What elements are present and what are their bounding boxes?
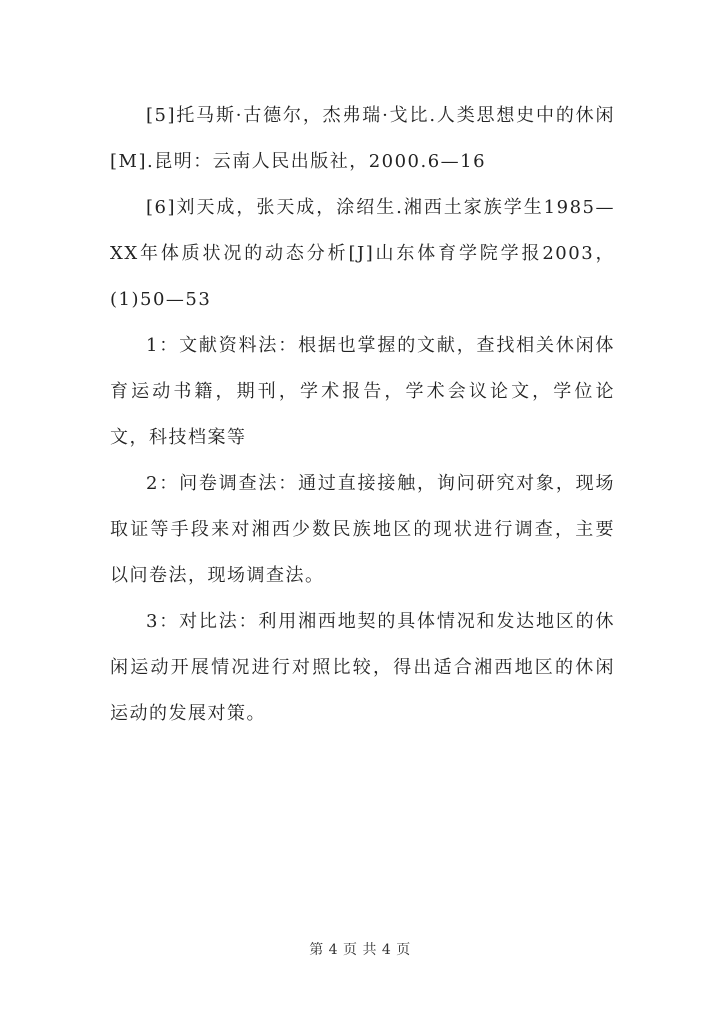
method-questionnaire: 2：问卷调查法：通过直接接触，询问研究对象，现场取证等手段来对湘西少数民族地区的现状进行调查，主要以问卷法，现场调查法。 [110,473,615,586]
method-comparison: 3：对比法：利用湘西地契的具体情况和发达地区的休闲运动开展情况进行对照比较，得出适合湘西地区的休闲运动的发展对策。 [110,611,615,724]
reference-6: [6]刘天成，张天成，涂绍生.湘西土家族学生1985—XX年体质状况的动态分析[J]山东体育学院学报2003，(1)50—53 [110,197,615,310]
method-literature: 1：文献资料法：根据也掌握的文献，查找相关休闲体育运动书籍，期刊，学术报告，学术会议论文，学位论文，科技档案等 [110,335,615,448]
reference-5: [5]托马斯·古德尔，杰弗瑞·戈比.人类思想史中的休闲[M].昆明：云南人民出版社，2000.6—16 [110,105,615,172]
document-body [110,93,615,737]
page-footer: 第 4 页 共 4 页 [309,942,411,958]
